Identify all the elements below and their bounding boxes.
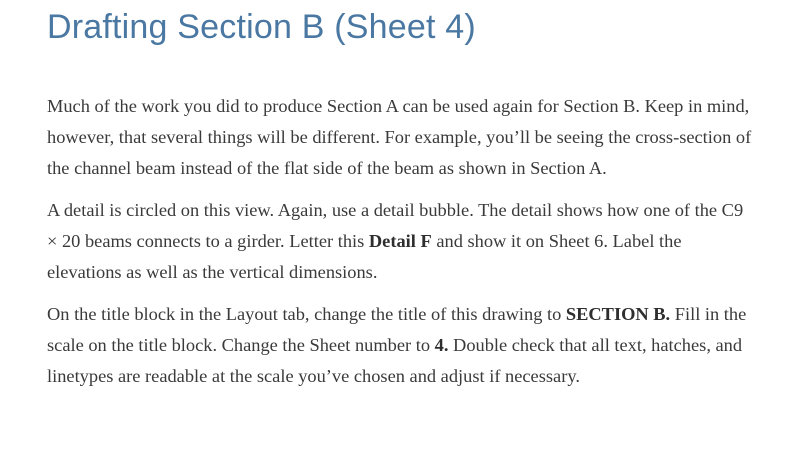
paragraph-section-a-reuse (47, 91, 753, 184)
paragraph-text: and show it on Sheet 6. Label the elevations as well as the vertical dimensions. (47, 231, 682, 282)
paragraph-text: Double check that all text, hatches, and linetypes are readable at the scale you’ve chosen and adjust if necessary. (47, 335, 743, 386)
paragraph-text: Much of the work you did to produce Section A can be used again for Section B. Keep in mind, however, that several things will be different. For example, you’ll be seeing the cross-section of the channel beam instead of the flat side of the beam as shown in Section A. (47, 96, 752, 178)
sheet-number-label: 4. (434, 335, 449, 355)
paragraph-text: A detail is circled on this view. Again, use a detail bubble. The detail shows how one of the C9 × 20 beams connects to a girder. Letter this (47, 200, 744, 251)
detail-f-label: Detail F (368, 231, 432, 251)
body-text (47, 91, 753, 403)
paragraph-title-block (47, 299, 753, 392)
section-b-label: SECTION B. (565, 304, 671, 324)
paragraph-detail-bubble (47, 195, 753, 288)
paragraph-text: Fill in the scale on the title block. Change the Sheet number to (47, 304, 747, 355)
paragraph-text: On the title block in the Layout tab, change the title of this drawing to (47, 304, 566, 324)
page-title: Drafting Section B (Sheet 4) (47, 8, 476, 46)
